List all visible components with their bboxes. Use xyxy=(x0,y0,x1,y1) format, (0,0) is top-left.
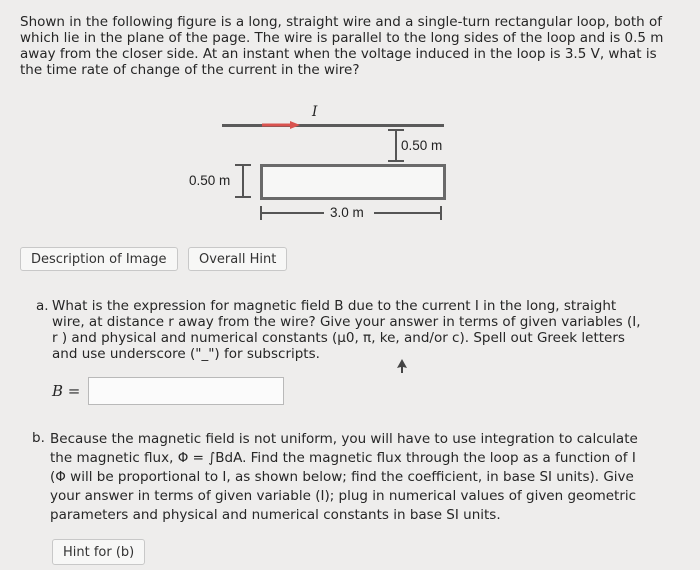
height-dimension-tick-top xyxy=(235,164,251,166)
width-dimension-line-left xyxy=(262,212,324,214)
height-dimension-tick-bottom xyxy=(235,196,251,198)
b-equals-label: B = xyxy=(52,382,81,400)
part-a-question: What is the expression for magnetic field B due to the current I in the long, straight wire, at distance r away from the wire? Give your answer in terms of given variables (I, r ) and physical and numerical constants (μ0, π, ke, and/or c). Spell out Greek letters and use underscore ("_") for subscripts. xyxy=(52,298,641,362)
b-answer-input[interactable] xyxy=(88,377,284,405)
figure-wire-and-loop xyxy=(0,0,700,240)
gap-dimension-tick-top xyxy=(388,129,404,131)
height-label: 0.50 m xyxy=(189,173,231,188)
width-label: 3.0 m xyxy=(330,205,364,220)
part-b-question: Because the magnetic field is not uniform, you will have to use integration to calculate the magnetic flux, Φ = ∫BdA. Find the magnetic flux through the loop as a function of I (Φ will be proportional to I, as shown below; find the coefficient, in base SI units). Give your answer in terms of given variable (I); plug in numerical values of given geometric parameters and physical and numerical constants in base SI units. xyxy=(50,431,638,523)
straight-wire xyxy=(222,124,444,127)
height-dimension-line xyxy=(242,164,244,198)
rectangular-loop xyxy=(260,164,446,200)
current-label: I xyxy=(312,104,318,120)
mouse-cursor-icon xyxy=(397,359,407,373)
problem-statement: Shown in the following figure is a long, straight wire and a single-turn rectangular loop, both of which lie in the plane of the page. The wire is parallel to the long sides of the loop and is 0.5 m away from the closer side. At an instant when the voltage induced in the loop is 3.5 V, what is the time rate of change of the current in the wire? xyxy=(20,14,664,78)
gap-dimension-line xyxy=(395,129,397,162)
gap-dimension-tick-bottom xyxy=(388,160,404,162)
part-b-letter: b. xyxy=(32,430,45,446)
part-a-letter: a. xyxy=(36,298,49,314)
current-arrow-icon xyxy=(262,121,300,129)
overall-hint-button[interactable]: Overall Hint xyxy=(188,247,287,271)
hint-for-b-button[interactable]: Hint for (b) xyxy=(52,539,145,565)
width-dimension-tick-right xyxy=(440,206,442,220)
description-of-image-button[interactable]: Description of Image xyxy=(20,247,178,271)
gap-label: 0.50 m xyxy=(401,138,443,153)
width-dimension-line-right xyxy=(374,212,440,214)
